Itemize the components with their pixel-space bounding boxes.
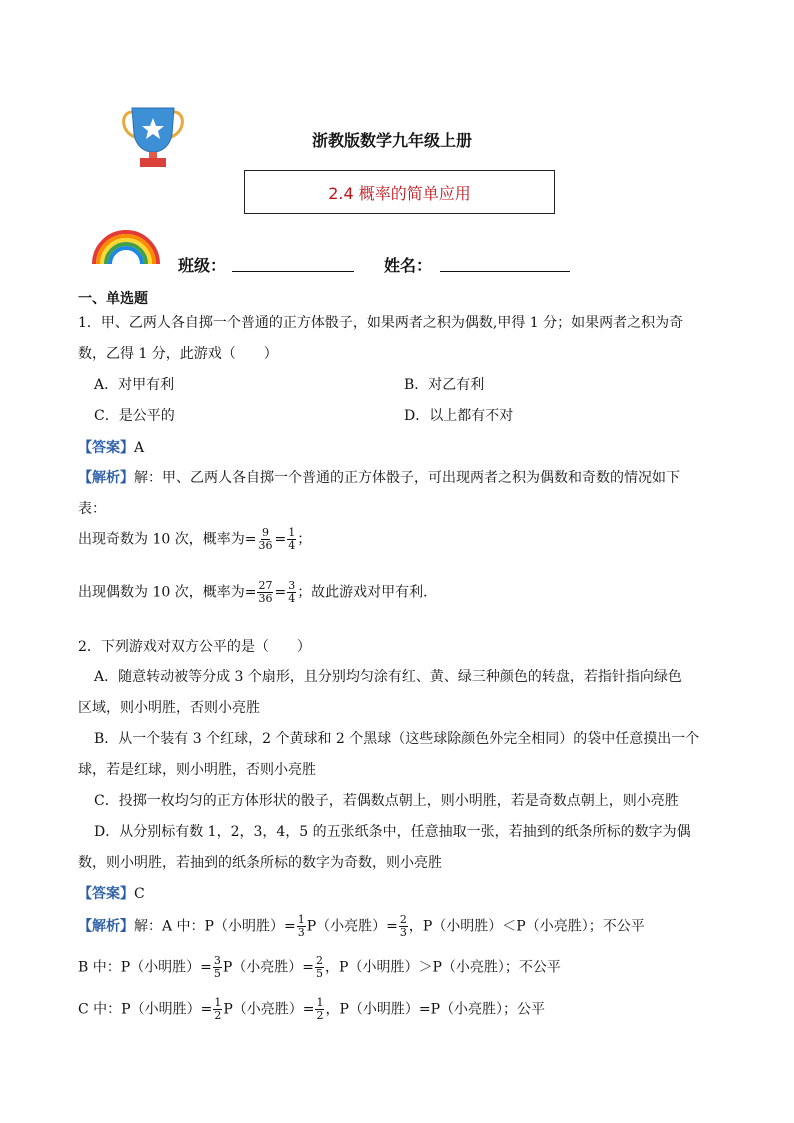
q1-option-d: D．以上都有不对 bbox=[404, 408, 514, 424]
q1-odd-line: 出现奇数为 10 次，概率为= $\frac{9}{36}$ = $\frac{1}{4}$ ； bbox=[78, 526, 312, 552]
q2-option-d-line1: D．从分别标有数 1，2，3，4，5 的五张纸条中，任意抽取一张，若抽到的纸条所标的数字为偶 bbox=[94, 824, 691, 840]
analysis-tag: 【解析】 bbox=[78, 918, 134, 935]
page-title: 浙教版数学九年级上册 bbox=[312, 131, 473, 150]
q1-stem-line1: 1．甲、乙两人各自掷一个普通的正方体骰子，如果两者之积为偶数,甲得 1 分；如果两者之积为奇 bbox=[78, 315, 684, 331]
fraction: $\frac{2}{3}$ bbox=[399, 913, 407, 939]
class-label: 班级： bbox=[178, 256, 227, 275]
answer-value: C bbox=[134, 886, 145, 902]
q2-option-c: C．投掷一枚均匀的正方体形状的骰子，若偶数点朝上，则小明胜，若是奇数点朝上，则小亮胜 bbox=[94, 793, 679, 809]
fraction: $\frac{27}{36}$ bbox=[258, 579, 273, 605]
analysis-tag: 【解析】 bbox=[78, 470, 134, 486]
q1-analysis-line2: 表： bbox=[78, 501, 106, 517]
q2-analysis-b: B 中：P（小明胜）= $\frac{3}{5}$ P（小亮胜）= $\frac{2}{5}$ ，P（小明胜）＞P（小亮胜）；不公平 bbox=[78, 954, 561, 980]
trophy-icon bbox=[118, 104, 188, 170]
fraction: $\frac{9}{36}$ bbox=[258, 526, 273, 552]
name-label: 姓名： bbox=[384, 256, 433, 275]
q1-answer bbox=[78, 437, 144, 457]
q1-option-a: A．对甲有利 bbox=[94, 377, 175, 393]
q2-stem: 2．下列游戏对双方公平的是（ ） bbox=[78, 639, 311, 655]
answer-tag: 【答案】 bbox=[78, 440, 134, 456]
q1-option-b: B．对乙有利 bbox=[404, 377, 485, 393]
q2-option-b-line1: B．从一个装有 3 个红球，2 个黄球和 2 个黑球（这些球除颜色外完全相同）的袋中任意摸出一个 bbox=[94, 731, 700, 747]
name-field[interactable] bbox=[440, 271, 570, 272]
q1-stem-line2: 数，乙得 1 分，此游戏（ ） bbox=[78, 346, 278, 362]
q1-option-c: C．是公平的 bbox=[94, 408, 175, 424]
fraction: $\frac{1}{2}$ bbox=[214, 996, 222, 1022]
q2-analysis-c: C 中：P（小明胜）= $\frac{1}{2}$ P（小亮胜）= $\frac{1}{2}$ ，P（小明胜）=P（小亮胜）；公平 bbox=[78, 996, 546, 1022]
analysis-text: 解：甲、乙两人各自掷一个普通的正方体骰子，可出现两者之积为偶数和奇数的情况如下 bbox=[134, 470, 680, 486]
q2-answer bbox=[78, 883, 145, 903]
fraction: $\frac{1}{2}$ bbox=[316, 996, 324, 1022]
rainbow-icon bbox=[90, 228, 162, 266]
fraction: $\frac{2}{5}$ bbox=[316, 954, 324, 980]
q2-option-d-line2: 数，则小明胜，若抽到的纸条所标的数字为奇数，则小亮胜 bbox=[78, 855, 442, 871]
fraction: $\frac{3}{5}$ bbox=[213, 954, 221, 980]
fraction: $\frac{1}{3}$ bbox=[297, 913, 305, 939]
answer-value: A bbox=[134, 440, 145, 456]
q2-analysis-a: 【解析】解：A 中：P（小明胜）= $\frac{1}{3}$ P（小亮胜）= $\frac{2}{3}$ ，P（小明胜）＜P（小亮胜）；不公平 bbox=[78, 913, 645, 939]
fraction: $\frac{3}{4}$ bbox=[288, 579, 296, 605]
lesson-title-box bbox=[244, 170, 555, 214]
section-title: 一、单选题 bbox=[78, 291, 148, 307]
q2-option-a-line1: A．随意转动被等分成 3 个扇形，且分别均匀涂有红、黄、绿三种颜色的转盘，若指针指向绿色 bbox=[94, 669, 682, 685]
lesson-title: 2.4 概率的简单应用 bbox=[328, 183, 471, 203]
fraction: $\frac{1}{4}$ bbox=[288, 526, 296, 552]
q2-option-a-line2: 区域，则小明胜，否则小亮胜 bbox=[78, 700, 260, 716]
class-field[interactable] bbox=[232, 271, 354, 272]
q1-analysis-line1 bbox=[78, 467, 680, 487]
q2-option-b-line2: 球，若是红球，则小明胜，否则小亮胜 bbox=[78, 762, 316, 778]
answer-tag: 【答案】 bbox=[78, 886, 134, 902]
q1-even-line: 出现偶数为 10 次，概率为= $\frac{27}{36}$ = $\frac{3}{4}$ ；故此游戏对甲有利． bbox=[78, 579, 438, 605]
